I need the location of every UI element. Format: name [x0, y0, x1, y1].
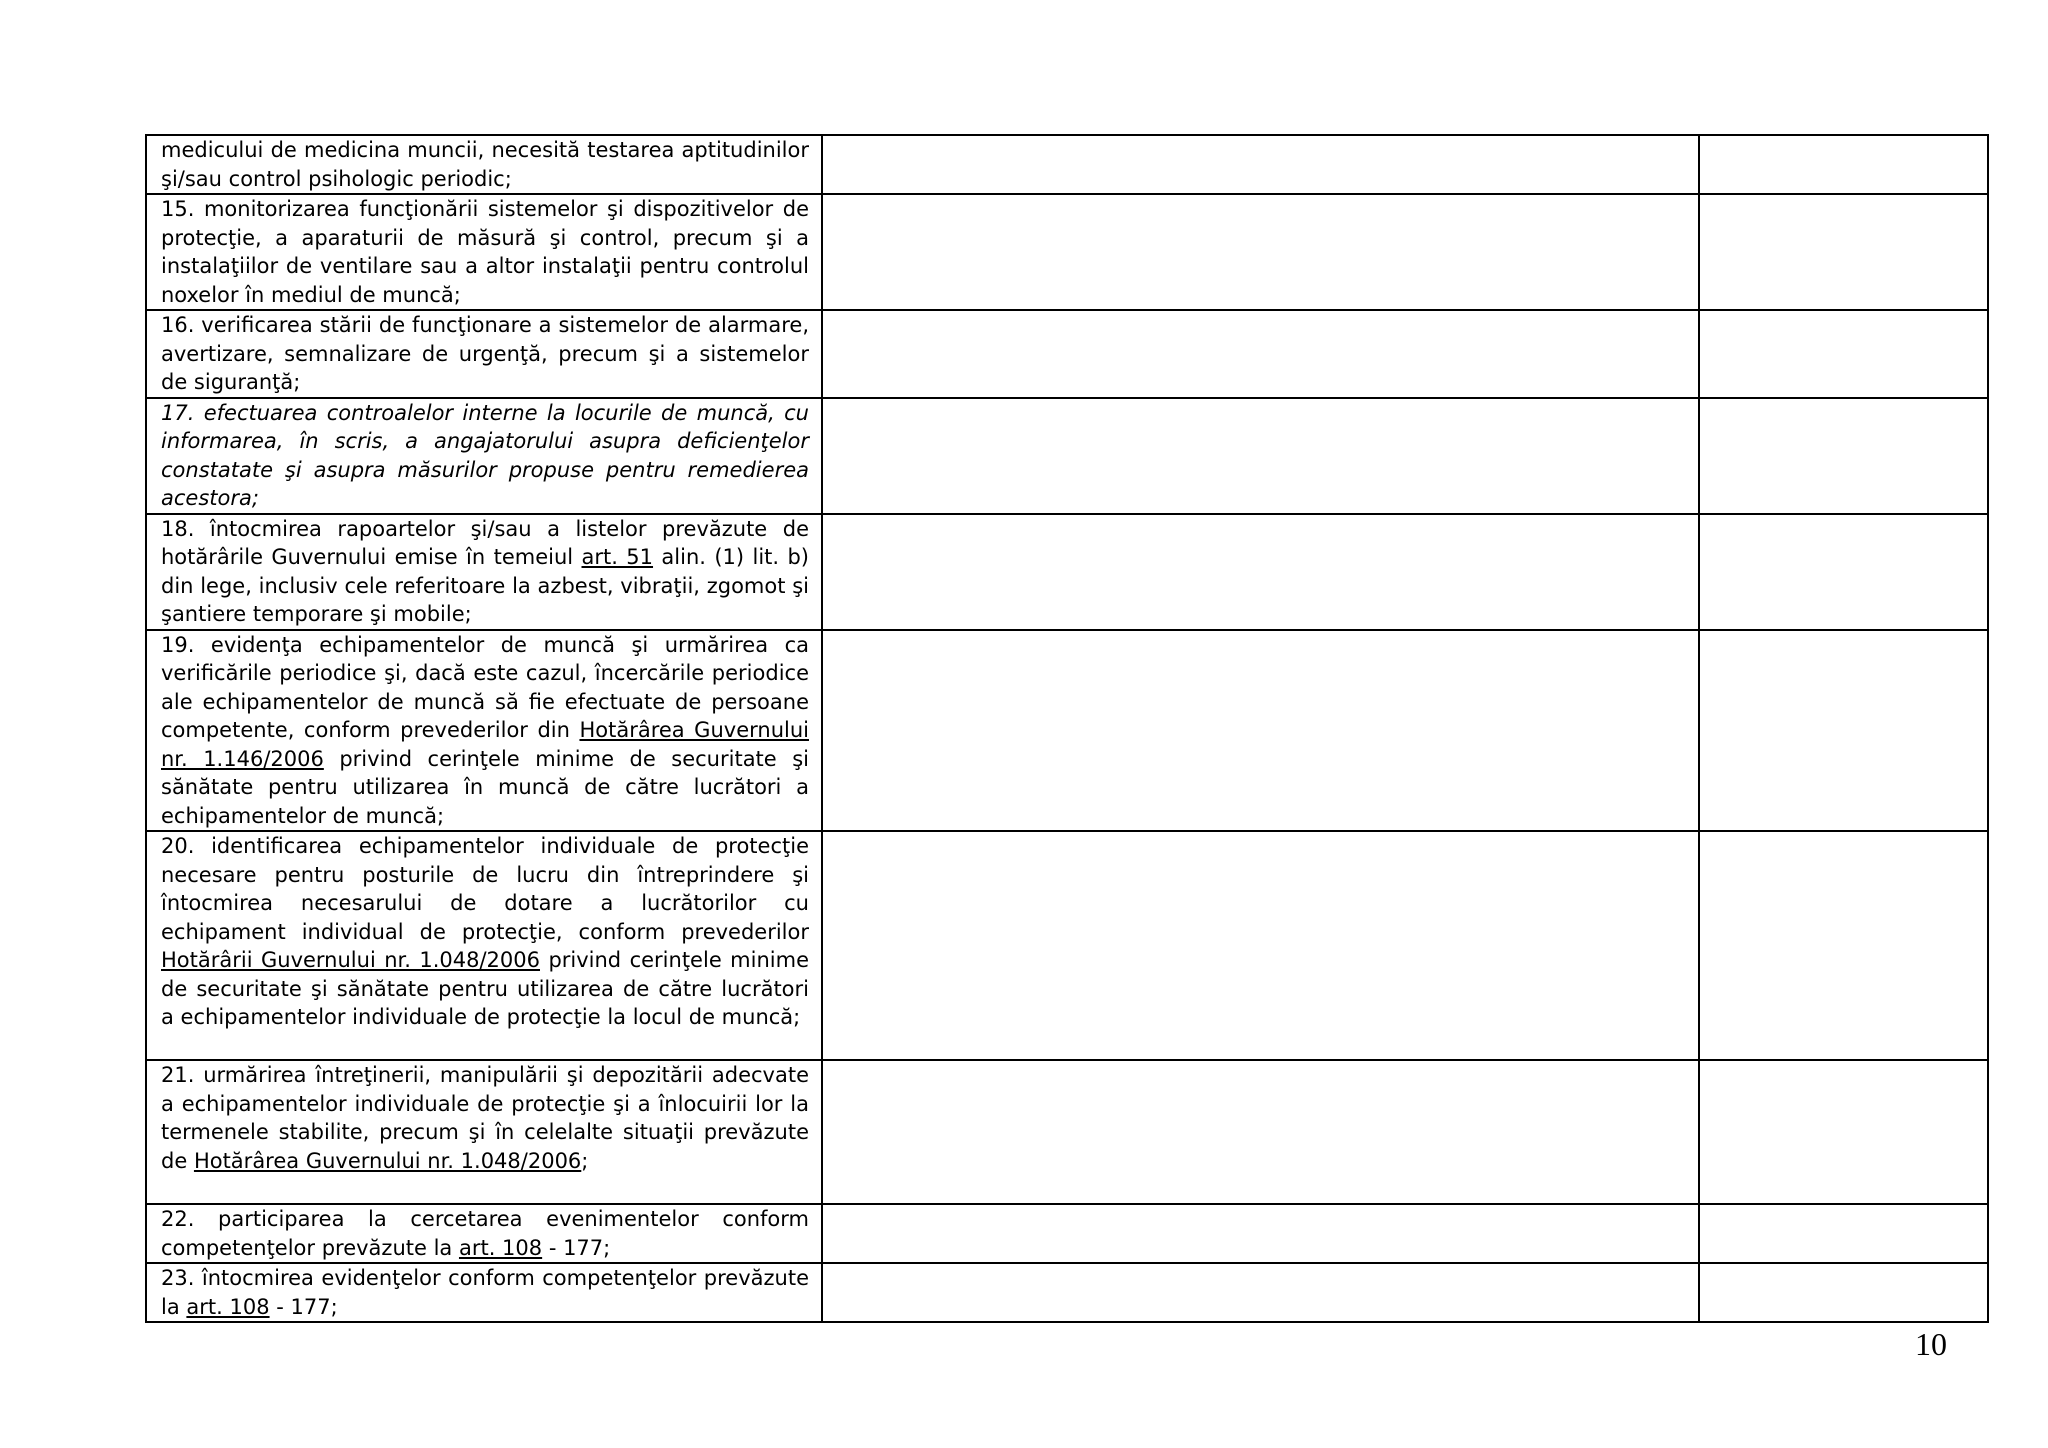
table-row	[146, 514, 1988, 630]
row-text	[147, 1205, 821, 1262]
legal-reference-link[interactable]: art. 108	[458, 1235, 543, 1260]
empty-cell	[1699, 310, 1988, 398]
description-cell	[146, 135, 822, 194]
row-text	[147, 631, 821, 831]
description-cell	[146, 1204, 822, 1263]
row-text	[147, 311, 821, 397]
empty-cell	[1699, 194, 1988, 310]
table-row	[146, 1060, 1988, 1204]
text-segment: privind cerinţele minime de securitate şi sănătate pentru utilizarea de către lucrători a echipamentelor individuale de protecţie la locul de muncă;	[161, 948, 809, 1029]
table-row	[146, 1204, 1988, 1263]
text-segment: 23. întocmirea evidenţelor conform competenţelor prevăzute la	[161, 1266, 809, 1319]
legal-reference-link[interactable]: art. 108	[186, 1294, 270, 1319]
text-segment: 15. monitorizarea funcţionării sistemelor şi dispozitivelor de protecţie, a aparaturii de măsură şi control, precum şi a instalaţiilor de ventilare sau a altor instalaţii pentru controlul noxelor în mediul de muncă;	[161, 197, 809, 307]
description-cell	[146, 310, 822, 398]
text-segment: 16. verificarea stării de funcţionare a sistemelor de alarmare, avertizare, semnalizare de urgenţă, precum şi a sistemelor de siguranţă;	[161, 313, 809, 394]
legal-reference-link[interactable]: Hotărârea Guvernului nr. 1.146/2006	[161, 718, 809, 771]
row-text	[147, 1061, 821, 1175]
legal-reference-link[interactable]: art. 51	[581, 545, 654, 569]
text-segment: - 177;	[542, 1235, 611, 1260]
empty-cell	[1699, 398, 1988, 514]
empty-cell	[822, 1060, 1699, 1204]
empty-cell	[822, 194, 1699, 310]
row-text	[147, 195, 821, 309]
empty-cell	[822, 630, 1699, 832]
table-row	[146, 831, 1988, 1060]
empty-cell	[1699, 1204, 1988, 1263]
table-row	[146, 135, 1988, 194]
empty-cell	[1699, 831, 1988, 1060]
row-text	[147, 1264, 821, 1321]
description-cell	[146, 514, 822, 630]
text-segment: alin. (1) lit. b) din lege, inclusiv cele referitoare la azbest, vibraţii, zgomot şi şantiere temporare şi mobile;	[161, 545, 809, 626]
empty-cell	[1699, 1060, 1988, 1204]
text-segment: 22. participarea la cercetarea evenimentelor conform competenţelor prevăzute la	[161, 1207, 809, 1260]
text-segment: medicului de medicina muncii, necesită testarea aptitudinilor şi/sau control psihologic periodic;	[161, 138, 809, 191]
empty-cell	[822, 310, 1699, 398]
text-segment: 18. întocmirea rapoartelor şi/sau a listelor prevăzute de hotărârile Guvernului emise în temeiul	[161, 516, 809, 569]
description-cell	[146, 1060, 822, 1204]
description-cell	[146, 630, 822, 832]
description-cell	[146, 398, 822, 514]
row-text	[147, 832, 821, 1032]
table-row	[146, 1263, 1988, 1322]
empty-cell	[822, 831, 1699, 1060]
row-text	[147, 515, 821, 629]
empty-cell	[822, 514, 1699, 630]
empty-cell	[1699, 630, 1988, 832]
empty-cell	[822, 398, 1699, 514]
row-text	[147, 136, 821, 193]
text-segment: ;	[581, 1148, 589, 1173]
legal-reference-link[interactable]: Hotărârii Guvernului nr. 1.048/2006	[161, 948, 540, 972]
text-segment: privind cerinţele minime de securitate şi sănătate pentru utilizarea în muncă de către lucrători a echipamentelor de muncă;	[161, 746, 809, 828]
empty-cell	[1699, 135, 1988, 194]
table-row	[146, 398, 1988, 514]
text-segment: 17. efectuarea controalelor interne la locurile de muncă, cu informarea, în scris, a angajatorului asupra deficienţelor constatate şi asupra măsurilor propuse pentru remedierea acestora;	[161, 400, 809, 510]
description-cell	[146, 1263, 822, 1322]
row-text	[147, 399, 821, 513]
description-cell	[146, 831, 822, 1060]
legal-reference-link[interactable]: Hotărârea Guvernului nr. 1.048/2006	[193, 1148, 582, 1173]
text-segment: 21. urmărirea întreţinerii, manipulării şi depozitării adecvate a echipamentelor individuale de protecţie şi a înlocuirii lor la termenele stabilite, precum şi în celelalte situaţii prevăzute de	[161, 1063, 809, 1173]
table-row	[146, 630, 1988, 832]
empty-cell	[822, 135, 1699, 194]
empty-cell	[1699, 1263, 1988, 1322]
text-segment: 19. evidenţa echipamentelor de muncă şi urmărirea ca verificările periodice şi, dacă este cazul, încercările periodice ale echipamentelor de muncă să fie efectuate de persoane competente, conform prevederilor din	[161, 632, 809, 742]
text-segment: 20. identificarea echipamentelor individuale de protecţie necesare pentru posturile de lucru din întreprindere şi întocmirea necesarului de dotare a lucrătorilor cu echipament individual de protecţie, conform prevederilor	[161, 834, 809, 944]
empty-cell	[822, 1204, 1699, 1263]
text-segment: - 177;	[269, 1294, 338, 1319]
empty-cell	[1699, 514, 1988, 630]
empty-cell	[822, 1263, 1699, 1322]
table-row	[146, 194, 1988, 310]
description-cell	[146, 194, 822, 310]
document-table	[145, 134, 1989, 1323]
page-number: 10	[1915, 1326, 1947, 1362]
table-row	[146, 310, 1988, 398]
